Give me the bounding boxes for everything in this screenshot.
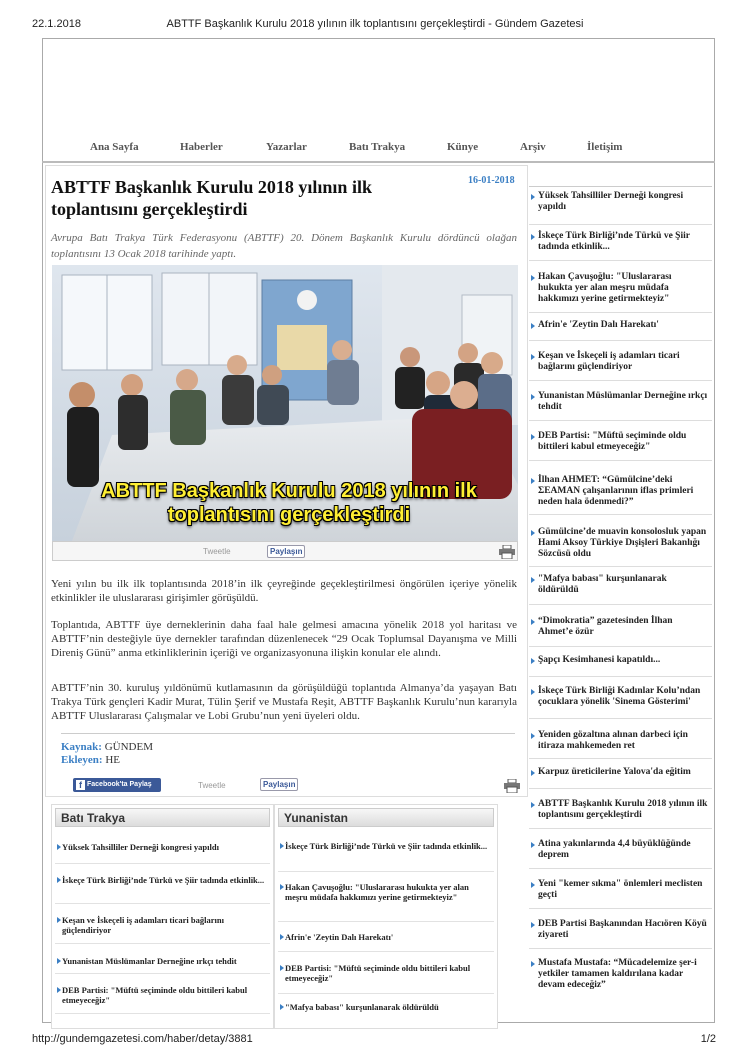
arrow-right-icon xyxy=(531,842,535,848)
list-item[interactable]: Yüksek Tahsilliler Derneği kongresi yapıldı xyxy=(55,830,270,864)
print-title: ABTTF Başkanlık Kurulu 2018 yılının ilk toplantısını gerçekleştirdi - Gündem Gazetesi xyxy=(166,18,584,30)
article-paragraph-1: Yeni yılın bu ilk ilk toplantısında 2018’in ilk çeyreğinde geçekleştirilmesi öngörülen içeriye yönelik etkinlikler ile uluslararası girişimler görüşüldü. xyxy=(51,578,517,604)
sidebar-item[interactable]: Yunanistan Müslümanlar Derneğine ırkçı tehdit xyxy=(529,381,712,421)
list-item[interactable]: Afrin'e 'Zeytin Dalı Harekatı' xyxy=(278,922,494,952)
nav-item-contact[interactable]: İletişim xyxy=(587,141,623,153)
bati-trakya-box xyxy=(51,804,274,1029)
facebook-share-label: Facebook'ta Paylaş xyxy=(87,781,152,788)
article-divider xyxy=(61,733,515,734)
arrow-right-icon xyxy=(531,658,535,664)
nav-item-western-thrace[interactable]: Batı Trakya xyxy=(349,141,406,153)
arrow-right-icon xyxy=(280,965,284,971)
sidebar-item[interactable]: DEB Partisi: "Müftü seçiminde oldu bittileri kabul etmeyeceğiz" xyxy=(529,421,712,461)
tweet-link[interactable]: Tweetle xyxy=(203,547,231,556)
sidebar-item[interactable]: ABTTF Başkanlık Kurulu 2018 yılının ilk toplantısını gerçekleştirdi xyxy=(529,789,712,829)
arrow-right-icon xyxy=(57,877,61,883)
arrow-right-icon xyxy=(57,987,61,993)
arrow-right-icon xyxy=(531,478,535,484)
article-paragraph-2: Toplantıda, ABTTF üye derneklerinin daha faal hale gelmesi amacına yönelik 2018 yol haritası ve ABTTF’nin desteğiyle üye dernekler tarafından düzenlenecek “29 Ocak Toplumsal Dayanışma ve Milli Direniş Günü” anma etkinliklerinin içeriği ve organizasyonuna ilişkin konular ele alındı. xyxy=(51,619,517,659)
list-item[interactable]: İskeçe Türk Birliği’nde Türkü ve Şiir tadında etkinlik... xyxy=(278,830,494,872)
list-item[interactable]: "Mafya babası" kurşunlanarak öldürüldü xyxy=(278,994,494,1024)
arrow-right-icon xyxy=(531,961,535,967)
print-icon-bottom[interactable] xyxy=(504,779,520,793)
list-item[interactable]: Hakan Çavuşoğlu: "Uluslararası hukukta yer alan meşru müdafa hakkımızı yerine getirmekteyiz" xyxy=(278,872,494,922)
sidebar-item[interactable]: "Mafya babası" kurşunlanarak öldürüldü xyxy=(529,567,712,605)
arrow-right-icon xyxy=(57,958,61,964)
arrow-right-icon xyxy=(531,323,535,329)
share-button[interactable]: Paylaşın xyxy=(267,545,305,558)
arrow-right-icon xyxy=(531,770,535,776)
source-line xyxy=(61,741,153,753)
arrow-right-icon xyxy=(531,619,535,625)
source-value: GÜNDEM xyxy=(104,741,153,753)
arrow-right-icon xyxy=(531,234,535,240)
nav-item-news[interactable]: Haberler xyxy=(180,141,223,153)
arrow-right-icon xyxy=(280,884,284,890)
editor-line xyxy=(61,754,120,766)
arrow-right-icon xyxy=(531,354,535,360)
facebook-icon: f xyxy=(76,780,85,790)
arrow-right-icon xyxy=(531,434,535,440)
arrow-right-icon xyxy=(280,843,284,849)
print-url: http://gundemgazetesi.com/haber/detay/3881 xyxy=(32,1033,253,1045)
sidebar-item[interactable]: Karpuz üreticilerine Yalova'da eğitim xyxy=(529,759,712,789)
arrow-right-icon xyxy=(531,882,535,888)
list-item[interactable]: DEB Partisi: "Müftü seçiminde oldu bittileri kabul etmeyeceğiz" xyxy=(278,952,494,994)
sidebar-item[interactable]: “Dimokratia” gazetesinden İlhan Ahmet’e özür xyxy=(529,605,712,647)
sidebar-item[interactable]: İlhan AHMET: “Gümülcine’deki ΣΕΑΜΑΝ çalışanlarının iflas primleri neden hala ödenmedi?” xyxy=(529,461,712,515)
bati-trakya-box-title: Batı Trakya xyxy=(55,808,270,827)
sidebar-item[interactable]: Afrin'e 'Zeytin Dalı Harekatı' xyxy=(529,313,712,341)
arrow-right-icon xyxy=(531,689,535,695)
nav-item-home[interactable]: Ana Sayfa xyxy=(90,141,139,153)
nav-item-archive[interactable]: Arşiv xyxy=(520,141,546,153)
sidebar-item[interactable]: DEB Partisi Başkanından Hacıören Köyü ziyareti xyxy=(529,909,712,949)
arrow-right-icon xyxy=(57,917,61,923)
sidebar-item[interactable]: Hakan Çavuşoğlu: "Uluslararası hukukta yer alan meşru müdafa hakkımızı yerine getirmekteyiz" xyxy=(529,261,712,313)
arrow-right-icon xyxy=(531,733,535,739)
article-photo xyxy=(52,265,518,541)
print-page-number: 1/2 xyxy=(700,1033,716,1045)
arrow-right-icon xyxy=(531,394,535,400)
article-title: ABTTF Başkanlık Kurulu 2018 yılının ilk toplantısını gerçekleştirdi xyxy=(51,177,372,219)
article-date: 16-01-2018 xyxy=(468,175,515,186)
sidebar-item[interactable]: Yüksek Tahsilliler Derneği kongresi yapıldı xyxy=(529,187,712,225)
sidebar-item[interactable]: Şapçı Kesimhanesi kapatıldı... xyxy=(529,647,712,677)
editor-value: HE xyxy=(105,754,120,766)
sidebar-item[interactable]: Yeni "kemer sıkma" önlemleri meclisten geçti xyxy=(529,869,712,909)
article-paragraph-3: ABTTF’nin 30. kuruluş yıldönümü kutlamasının da görüşüldüğü toplantıda Almanya’da yaşayan Batı Trakya Türk gençleri Kadir Murat, Tülin Şerif ve Mustafa Reşit, ABTTF Başkanlık Kurulu’nun kararıyla ABTTF Uluslararası Çalışmalar ve Lobi Grubu’nun yeni üyeleri oldu. xyxy=(51,682,517,722)
sidebar-item[interactable]: Keşan ve İskeçeli iş adamları ticari bağlarını güçlendiriyor xyxy=(529,341,712,381)
list-item[interactable]: DEB Partisi: "Müftü seçiminde oldu bittileri kabul etmeyeceğiz" xyxy=(55,974,270,1014)
article-summary: Avrupa Batı Trakya Türk Federasyonu (ABTTF) 20. Dönem Başkanlık Kurulu dördüncü olağan toplantısını 13 Ocak 2018 tarihinde yaptı. xyxy=(51,232,517,260)
print-date: 22.1.2018 xyxy=(32,18,81,30)
list-item[interactable]: İskeçe Türk Birliği’nde Türkü ve Şiir tadında etkinlik... xyxy=(55,864,270,904)
nav-divider xyxy=(42,161,715,163)
sidebar-item[interactable]: Mustafa Mustafa: “Mücadelemize şer-i yetkiler tamamen kaldırılana kadar devam edeceğiz” xyxy=(529,949,712,999)
photo-caption: ABTTF Başkanlık Kurulu 2018 yılının ilk toplantısını gerçekleştirdi xyxy=(101,480,477,526)
yunanistan-box-title: Yunanistan xyxy=(278,808,494,827)
arrow-right-icon xyxy=(57,844,61,850)
list-item[interactable]: Keşan ve İskeçeli iş adamları ticari bağlarını güçlendiriyor xyxy=(55,904,270,944)
arrow-right-icon xyxy=(531,802,535,808)
arrow-right-icon xyxy=(280,934,284,940)
list-item[interactable]: Yunanistan Müslümanlar Derneğine ırkçı tehdit xyxy=(55,944,270,974)
arrow-right-icon xyxy=(531,275,535,281)
arrow-right-icon xyxy=(531,577,535,583)
main-nav xyxy=(42,137,715,159)
source-label: Kaynak: xyxy=(61,741,102,753)
arrow-right-icon xyxy=(531,194,535,200)
nav-item-writers[interactable]: Yazarlar xyxy=(266,141,307,153)
share-button-bottom[interactable]: Paylaşın xyxy=(260,778,298,791)
sidebar-item[interactable]: Yeniden gözaltına alınan darbeci için itiraza mahkemeden ret xyxy=(529,719,712,759)
sidebar-item[interactable]: İskeçe Türk Birliği’nde Türkü ve Şiir tadında etkinlik... xyxy=(529,225,712,261)
arrow-right-icon xyxy=(531,530,535,536)
editor-label: Ekleyen: xyxy=(61,754,103,766)
print-icon[interactable] xyxy=(499,545,515,559)
tweet-link-bottom[interactable]: Tweetle xyxy=(198,781,226,790)
photo-share-bar xyxy=(52,541,518,561)
sidebar-item[interactable]: İskeçe Türk Birliği Kadınlar Kolu’ndan çocuklara yönelik 'Sinema Gösterimi' xyxy=(529,677,712,719)
sidebar-item[interactable]: Atina yakınlarında 4,4 büyüklüğünde deprem xyxy=(529,829,712,869)
sidebar-item[interactable]: Gümülcine’de muavin konsolosluk yapan Hami Aksoy Türkiye Dışişleri Bakanlığı Sözcüsü oldu xyxy=(529,515,712,567)
arrow-right-icon xyxy=(280,1004,284,1010)
yunanistan-box xyxy=(274,804,498,1029)
arrow-right-icon xyxy=(531,922,535,928)
facebook-share-button[interactable] xyxy=(73,778,161,792)
nav-item-imprint[interactable]: Künye xyxy=(447,141,479,153)
